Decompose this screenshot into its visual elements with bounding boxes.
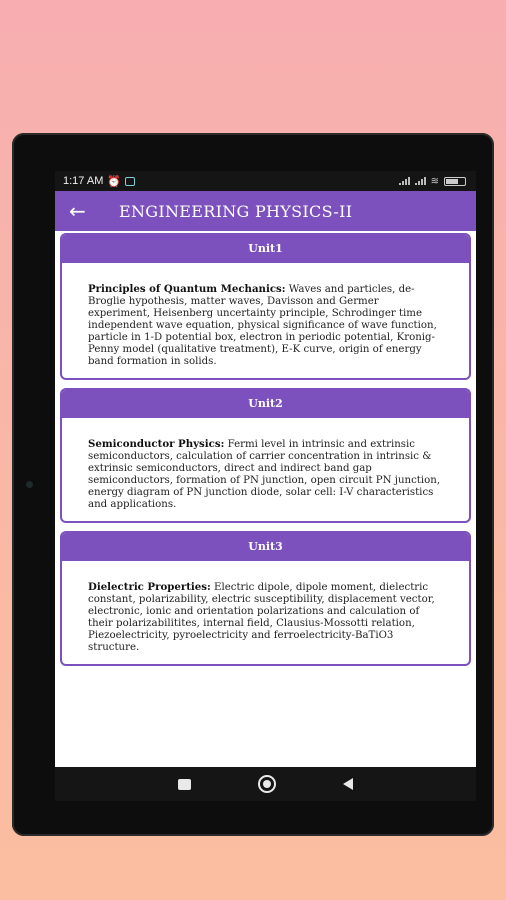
device-screen xyxy=(55,171,476,767)
wifi-icon: ≋ xyxy=(430,175,439,187)
navigation-bar xyxy=(55,767,476,801)
unit-description xyxy=(62,561,469,664)
tablet-frame xyxy=(12,133,494,836)
unit-topic: Principles of Quantum Mechanics: xyxy=(88,283,286,295)
battery-icon xyxy=(444,177,466,186)
unit-description xyxy=(62,263,469,378)
status-bar xyxy=(55,171,476,191)
unit-card-2 xyxy=(60,388,471,523)
page-title: ENGINEERING PHYSICS-II xyxy=(119,201,353,221)
status-time: 1:17 AM xyxy=(63,175,104,187)
alarm-icon: ⏰ xyxy=(107,175,122,188)
unit-text: Fermi level in intrinsic and extrinsic semiconductors, calculation of carrier concentration in intrinsic & extrinsic semiconductors, direct and indirect band gap semiconductors, formation of PN junction, open circuit PN junction, energy diagram of PN junction diode, solar cell: I-V characteristics and applications. xyxy=(88,439,441,510)
camera-dot xyxy=(26,481,33,488)
recents-icon[interactable] xyxy=(178,779,191,790)
unit-card-1 xyxy=(60,233,471,380)
home-icon[interactable] xyxy=(258,775,276,793)
back-arrow-icon[interactable]: ← xyxy=(69,199,86,223)
app-bar xyxy=(55,191,476,231)
unit-topic: Semiconductor Physics: xyxy=(88,438,225,450)
unit-topic: Dielectric Properties: xyxy=(88,581,211,593)
unit-header: Unit1 xyxy=(62,235,469,263)
units-list[interactable] xyxy=(55,231,476,767)
app-notification-icon xyxy=(125,177,135,186)
unit-header: Unit3 xyxy=(62,533,469,561)
status-left xyxy=(63,175,135,188)
back-triangle-icon[interactable] xyxy=(343,778,353,790)
unit-text: Electric dipole, dipole moment, dielectric constant, polarizability, electric susceptibility, displacement vector, electronic, ionic and orientation polarizations and calculation of their polarizabilitites, internal field, Clausius-Mossotti relation, Piezoelectricity, pyroelectricity and ferroelectricity-BaTiO3 structure. xyxy=(88,582,435,653)
unit-description xyxy=(62,418,469,521)
unit-header: Unit2 xyxy=(62,390,469,418)
status-right xyxy=(399,176,466,187)
signal-icon xyxy=(399,177,410,185)
signal-icon xyxy=(415,177,426,185)
unit-card-3 xyxy=(60,531,471,666)
unit-text: Waves and particles, de-Broglie hypothesis, matter waves, Davisson and Germer experiment, Heisenberg uncertainty principle, Schrodinger time independent wave equation, physical significance of wave function, particle in 1-D potential box, electron in periodic potential, Kronig-Penny model (qualitative treatment), E-K curve, origin of energy band formation in solids. xyxy=(88,284,437,367)
